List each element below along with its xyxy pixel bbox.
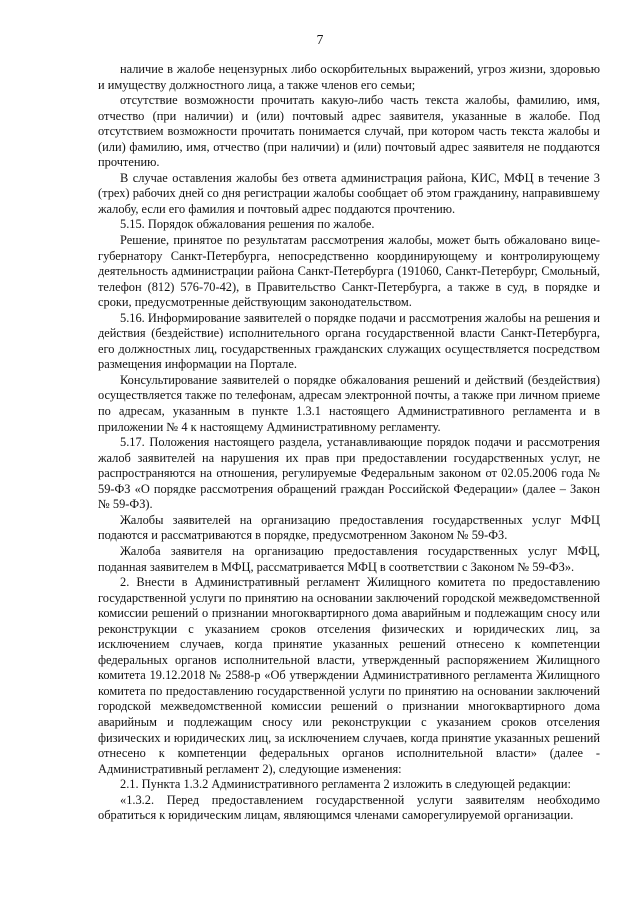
- paragraph-unreadable-text: отсутствие возможности прочитать какую-либо часть текста жалобы, фамилию, имя, отчество (при наличии) и (или) почтовый адрес заявителя, указанные в жалобе. Под отсутствием возможности прочитать понимается случай, при котором часть текста жалобы и (или) фамилию, имя, отчество (при наличии) и (или) почтовый адрес заявителя не поддаются прочтению.: [98, 93, 600, 170]
- section-2-amendments: 2. Внести в Административный регламент Жилищного комитета по предоставлению государственной услуги по принятию на основании заключений городской межведомственной комиссии решений о признании многоквартирного дома аварийным и подлежащим сносу или реконструкции с указанием сроков отселения физических и юридических лиц, за исключением случаев, когда принятие указанных решений отнесено к компетенции федеральных органов исполнительной власти, утвержденный распоряжением Жилищного комитета 19.12.2018 № 2588-р «Об утверждении Административного регламента Жилищного комитета по предоставлению государственной услуги по принятию на основании заключений городской межведомственной комиссии решений о признании многоквартирного дома аварийным и подлежащим сносу или реконструкции с указанием сроков отселения физических и юридических лиц, за исключением случаев, когда принятие указанных решений отнесено к компетенции федеральных органов исполнительной власти» (далее - Административный регламент 2), следующие изменения:: [98, 575, 600, 776]
- paragraph-appeal-decision: Решение, принятое по результатам рассмотрения жалобы, может быть обжаловано вице-губернатору Санкт-Петербурга, непосредственно координирующему и контролирующему деятельность администрации района Санкт-Петербурга (191060, Санкт-Петербург, Смольный, телефон (812) 576-70-42), в Правительство Санкт-Петербурга, а также в суд, в порядке и сроки, предусмотренные действующим законодательством.: [98, 233, 600, 310]
- page-number: 7: [316, 32, 324, 47]
- paragraph-mfc-complaints: Жалобы заявителей на организацию предоставления государственных услуг МФЦ подаются и рассматриваются в порядке, предусмотренном Законом № 59-ФЗ.: [98, 512, 600, 543]
- section-5-15-heading: 5.15. Порядок обжалования решения по жалобе.: [120, 217, 375, 232]
- paragraph-mfc-review: Жалоба заявителя на организацию предоставления государственных услуг МФЦ, поданная заявителем в МФЦ, рассматривается МФЦ в соответствии с Законом № 59-ФЗ».: [98, 543, 600, 574]
- paragraph-consulting: Консультирование заявителей о порядке обжалования решений и действий (бездействия) осуществляется также по телефонам, адресам электронной почты, а также при личном приеме по адресам, указанным в пункте 1.3.1 настоящего Административного регламента и в приложении № 4 к настоящему Административному регламенту.: [98, 372, 600, 434]
- document-body: [98, 62, 600, 824]
- paragraph-no-response: В случае оставления жалобы без ответа администрация района, КИС, МФЦ в течение 3 (трех) рабочих дней со дня регистрации жалобы сообщает об этом гражданину, направившему жалобу, если его фамилия и почтовый адрес поддаются прочтению.: [98, 170, 600, 216]
- paragraph-1-3-2: «1.3.2. Перед предоставлением государственной услуги заявителям необходимо обратиться к юридическим лицам, являющимся членами саморегулируемой организации.: [98, 792, 600, 823]
- section-5-17: 5.17. Положения настоящего раздела, устанавливающие порядок подачи и рассмотрения жалоб заявителей на нарушения их прав при предоставлении государственных услуг, не распространяются на отношения, регулируемые Федеральным законом от 02.05.2006 года № 59-ФЗ «О порядке рассмотрения обращений граждан Российской Федерации» (далее – Закон № 59-ФЗ).: [98, 435, 600, 512]
- section-2-1: 2.1. Пункта 1.3.2 Административного регламента 2 изложить в следующей редакции:: [120, 777, 571, 792]
- section-5-16: 5.16. Информирование заявителей о порядке подачи и рассмотрения жалобы на решения и действия (бездействие) исполнительного органа государственной власти Санкт-Петербурга, его должностных лиц, государственных гражданских служащих осуществляется посредством размещения информации на Портале.: [98, 310, 600, 372]
- paragraph-obscene-content: наличие в жалобе нецензурных либо оскорбительных выражений, угроз жизни, здоровью и имуществу должностного лица, а также членов его семьи;: [98, 62, 600, 92]
